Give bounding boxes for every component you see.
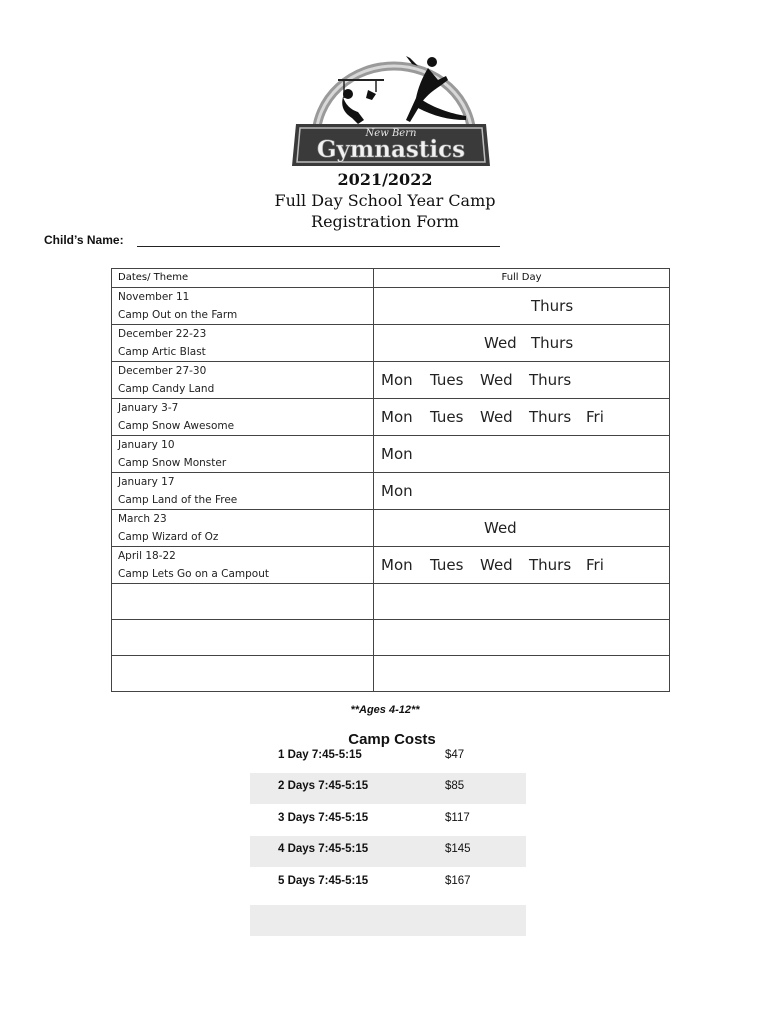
schedule-days-cell[interactable]	[374, 547, 670, 584]
camp-date: January 10	[118, 439, 175, 451]
gymnastics-logo	[288, 50, 494, 176]
day-option-mon[interactable]: Mon	[381, 482, 413, 500]
schedule-date-cell	[112, 436, 374, 473]
cost-row	[250, 805, 526, 836]
cost-label: 3 Days 7:45-5:15	[278, 812, 369, 824]
day-option-tues[interactable]: Tues	[430, 408, 464, 426]
cost-row	[250, 773, 526, 804]
cost-row-empty	[250, 905, 526, 936]
camp-theme: Camp Snow Awesome	[118, 420, 235, 432]
day-option-mon[interactable]: Mon	[381, 556, 413, 574]
day-option-tues[interactable]: Tues	[430, 371, 464, 389]
camp-date: January 3-7	[118, 402, 179, 414]
day-option-tues[interactable]: Tues	[430, 556, 464, 574]
cost-price: $47	[445, 749, 465, 761]
schedule-days-cell[interactable]	[374, 288, 670, 325]
schedule-date-cell	[112, 547, 374, 584]
schedule-row	[112, 288, 670, 325]
day-option-fri[interactable]: Fri	[586, 556, 604, 574]
schedule-row	[112, 510, 670, 547]
logo-line1: New Bern	[365, 128, 417, 139]
ages-note: **Ages 4-12**	[350, 704, 420, 716]
schedule-days-cell[interactable]	[374, 436, 670, 473]
camp-theme: Camp Candy Land	[118, 383, 215, 395]
day-option-wed[interactable]: Wed	[480, 408, 513, 426]
cost-row	[250, 868, 526, 899]
schedule-days-cell[interactable]	[374, 473, 670, 510]
schedule-days-cell[interactable]	[374, 510, 670, 547]
cost-row	[250, 742, 526, 773]
column-header-dates: Dates/ Theme	[112, 269, 374, 288]
blank-date-cell[interactable]	[112, 656, 374, 692]
day-option-wed[interactable]: Wed	[484, 334, 517, 352]
camp-theme: Camp Land of the Free	[118, 494, 238, 506]
child-name-label: Child’s Name:	[44, 233, 124, 247]
blank-days-cell[interactable]	[374, 656, 670, 692]
camp-theme: Camp Artic Blast	[118, 346, 206, 358]
form-title: Full Day School Year Camp	[274, 191, 496, 210]
cost-price: $117	[445, 812, 470, 824]
camp-costs-title: Camp Costs	[348, 731, 436, 748]
cost-price: $145	[445, 843, 471, 855]
form-year: 2021/2022	[337, 170, 433, 189]
child-name-field[interactable]	[137, 246, 500, 247]
day-option-mon[interactable]: Mon	[381, 408, 413, 426]
day-option-thurs[interactable]: Thurs	[531, 334, 574, 352]
cost-label: 4 Days 7:45-5:15	[278, 843, 369, 855]
day-option-fri[interactable]: Fri	[586, 408, 604, 426]
schedule-date-cell	[112, 510, 374, 547]
schedule-days-cell[interactable]	[374, 362, 670, 399]
column-header-full-day: Full Day	[374, 269, 670, 288]
schedule-row	[112, 547, 670, 584]
camp-date: January 17	[118, 476, 175, 488]
cost-label: 1 Day 7:45-5:15	[278, 749, 362, 761]
cost-row	[250, 836, 526, 867]
schedule-date-cell	[112, 362, 374, 399]
schedule-date-cell	[112, 288, 374, 325]
camp-theme: Camp Out on the Farm	[118, 309, 238, 321]
table-header-row	[112, 269, 670, 288]
day-option-mon[interactable]: Mon	[381, 371, 413, 389]
camp-date: December 22-23	[118, 328, 207, 340]
camp-theme: Camp Lets Go on a Campout	[118, 568, 269, 580]
schedule-row	[112, 436, 670, 473]
schedule-row	[112, 325, 670, 362]
schedule-date-cell	[112, 473, 374, 510]
cost-price: $167	[445, 875, 471, 887]
schedule-date-cell	[112, 325, 374, 362]
day-option-thurs[interactable]: Thurs	[531, 297, 574, 315]
schedule-days-cell[interactable]	[374, 399, 670, 436]
blank-date-cell[interactable]	[112, 584, 374, 620]
schedule-date-cell	[112, 399, 374, 436]
camp-date: April 18-22	[118, 550, 176, 562]
day-option-wed[interactable]: Wed	[480, 371, 513, 389]
blank-days-cell[interactable]	[374, 584, 670, 620]
camp-schedule-table	[111, 268, 670, 692]
camp-theme: Camp Snow Monster	[118, 457, 227, 469]
day-option-thurs[interactable]: Thurs	[529, 371, 572, 389]
day-option-thurs[interactable]: Thurs	[529, 556, 572, 574]
camp-theme: Camp Wizard of Oz	[118, 531, 219, 543]
camp-date: December 27-30	[118, 365, 207, 377]
day-option-mon[interactable]: Mon	[381, 445, 413, 463]
schedule-blank-row	[112, 584, 670, 620]
schedule-row	[112, 399, 670, 436]
schedule-days-cell[interactable]	[374, 325, 670, 362]
schedule-row	[112, 362, 670, 399]
cost-label: 2 Days 7:45-5:15	[278, 780, 369, 792]
logo-line2: Gymnastics	[316, 136, 466, 163]
blank-days-cell[interactable]	[374, 620, 670, 656]
day-option-thurs[interactable]: Thurs	[529, 408, 572, 426]
schedule-blank-row	[112, 656, 670, 692]
camp-date: November 11	[118, 291, 190, 303]
cost-price: $85	[445, 780, 465, 792]
camp-date: March 23	[118, 513, 167, 525]
blank-date-cell[interactable]	[112, 620, 374, 656]
form-subtitle: Registration Form	[311, 212, 459, 231]
cost-label: 5 Days 7:45-5:15	[278, 875, 369, 887]
schedule-blank-row	[112, 620, 670, 656]
schedule-row	[112, 473, 670, 510]
day-option-wed[interactable]: Wed	[480, 556, 513, 574]
day-option-wed[interactable]: Wed	[484, 519, 517, 537]
